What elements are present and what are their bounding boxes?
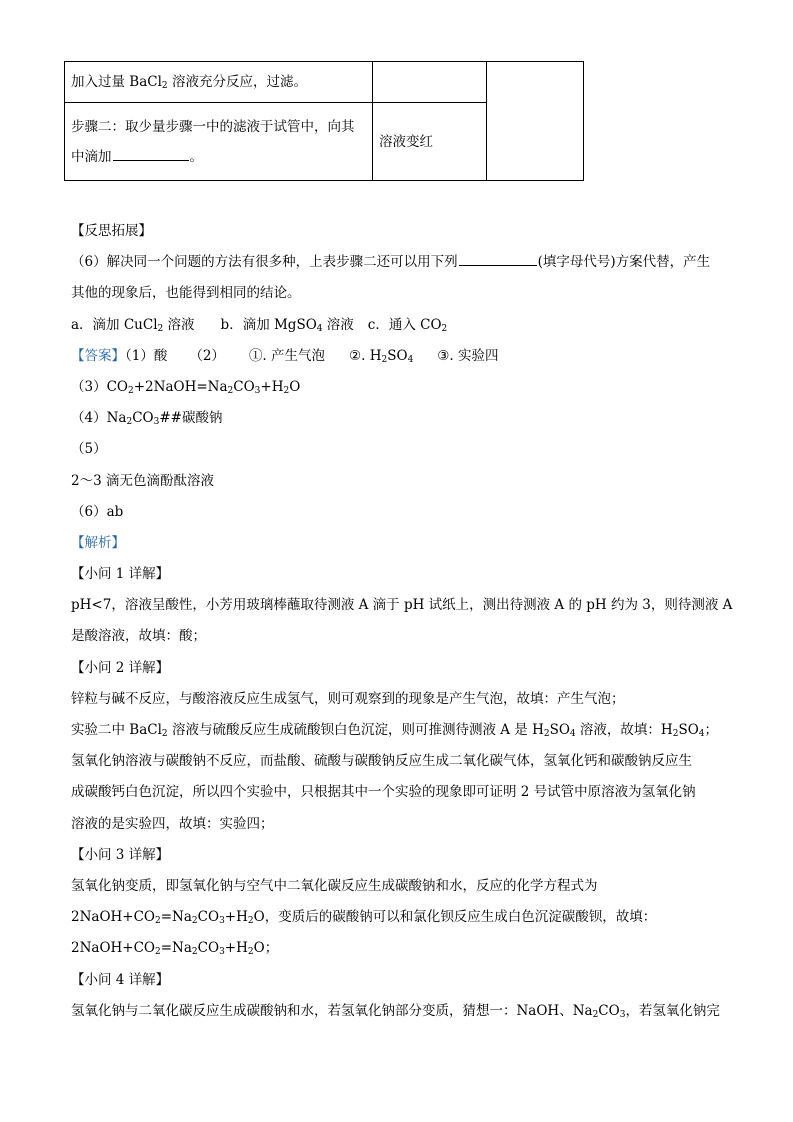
answer-line-6: （6）ab	[71, 503, 124, 520]
subquestion-heading: 【小问 3 详解】	[71, 846, 170, 863]
answer-line-5: （5）	[71, 441, 107, 458]
table-cell-step1: 加入过量 BaCl$_2$ 溶液充分反应，过滤。	[65, 62, 373, 103]
question-6: （6）解决同一个问题的方法有很多种，上表步骤二还可以用下列 (填字母代号)方案代替，产生	[71, 247, 723, 278]
table-cell-conclusion	[487, 62, 584, 181]
analysis-paragraph-line: 是酸溶液，故填：酸；	[71, 628, 206, 645]
table-row	[65, 62, 584, 103]
section-heading: 【反思拓展】	[71, 223, 152, 239]
analysis-paragraph-line: $2NaOH+CO_2=Na_2CO_3+H_2O$；	[71, 940, 279, 958]
answer-line-4: $(4)Na_2CO_3\#\#$碳酸钠	[71, 410, 223, 428]
table-cell-empty	[373, 62, 487, 103]
analysis-paragraph-line: 锌粒与碱不反应，与酸溶液反应生成氢气，则可观察到的现象是产生气泡，故填：产生气泡；	[71, 690, 625, 707]
table-cell-phenomenon: 溶液变红	[373, 103, 487, 181]
subquestion-heading: 【小问 4 详解】	[71, 971, 170, 988]
analysis-paragraph-line: pH<7，溶液呈酸性，小芳用玻璃棒蘸取待测液 A 滴于 pH 试纸上，测出待测液 A 的 pH 约为 3，则待测液 A	[71, 597, 733, 614]
answer-line-5-value: 2～3 滴无色滴酚酞溶液	[71, 472, 214, 489]
question-6-cont: 其他的现象后，也能得到相同的结论。	[71, 285, 301, 302]
analysis-paragraph-line: 成碳酸钙白色沉淀，所以四个实验中，只根据其中一个实验的现象即可证明 2 号试管中原溶液为氢氧化钠	[71, 784, 696, 801]
table-cell-step2: 步骤二：取少量步骤一中的滤液于试管中，向其 中滴加 。	[65, 103, 373, 181]
analysis-paragraph-line: 实验二中 BaCl$_2$ 溶液与硫酸反应生成硫酸钡白色沉淀，则可推测待测液 A 是 $H_2SO_4$ 溶液，故填：$H_2SO_4$；	[71, 722, 719, 739]
analysis-paragraph-line: 氢氧化钠变质，即氢氧化钠与空气中二氧化碳反应生成碳酸钠和水，反应的化学方程式为	[71, 877, 598, 894]
experiment-table	[64, 61, 584, 181]
answer-line-1: 【答案】（1）酸 （2） ①. 产生气泡 ②. $H_2SO_4$ ③. 实验四	[71, 347, 499, 365]
analysis-paragraph-line: 溶液的是实验四，故填：实验四；	[71, 815, 274, 832]
analysis-paragraph-line: $2NaOH+CO_2=Na_2CO_3+H_2O$，变质后的碳酸钠可以和氯化钡反应生成白色沉淀碳酸钡，故填：	[71, 909, 657, 927]
analysis-label: 【解析】	[71, 534, 125, 551]
options-line: a．滴加 CuCl$_2$ 溶液 b．滴加 MgSO$_4$ 溶液 c．通入 $CO_2$	[71, 316, 448, 334]
analysis-paragraph-line: 氢氧化钠与二氧化碳反应生成碳酸钠和水，若氢氧化钠部分变质，猜想一：NaOH、$Na_2CO_3$，若氢氧化钠完	[71, 1002, 720, 1020]
document-body	[71, 216, 733, 1027]
answer-blank	[113, 146, 189, 161]
subquestion-heading: 【小问 1 详解】	[71, 566, 170, 583]
answer-line-3: $(3)CO_2+2NaOH=Na_2CO_3+H_2O$	[71, 378, 301, 396]
answer-label: 【答案】	[71, 347, 125, 364]
analysis-paragraph-line: 氢氧化钠溶液与碳酸钠不反应，而盐酸、硫酸与碳酸钠反应生成二氧化碳气体，氢氧化钙和碳酸钠反应生	[71, 753, 692, 770]
subquestion-heading: 【小问 2 详解】	[71, 659, 170, 676]
answer-blank	[459, 251, 537, 266]
